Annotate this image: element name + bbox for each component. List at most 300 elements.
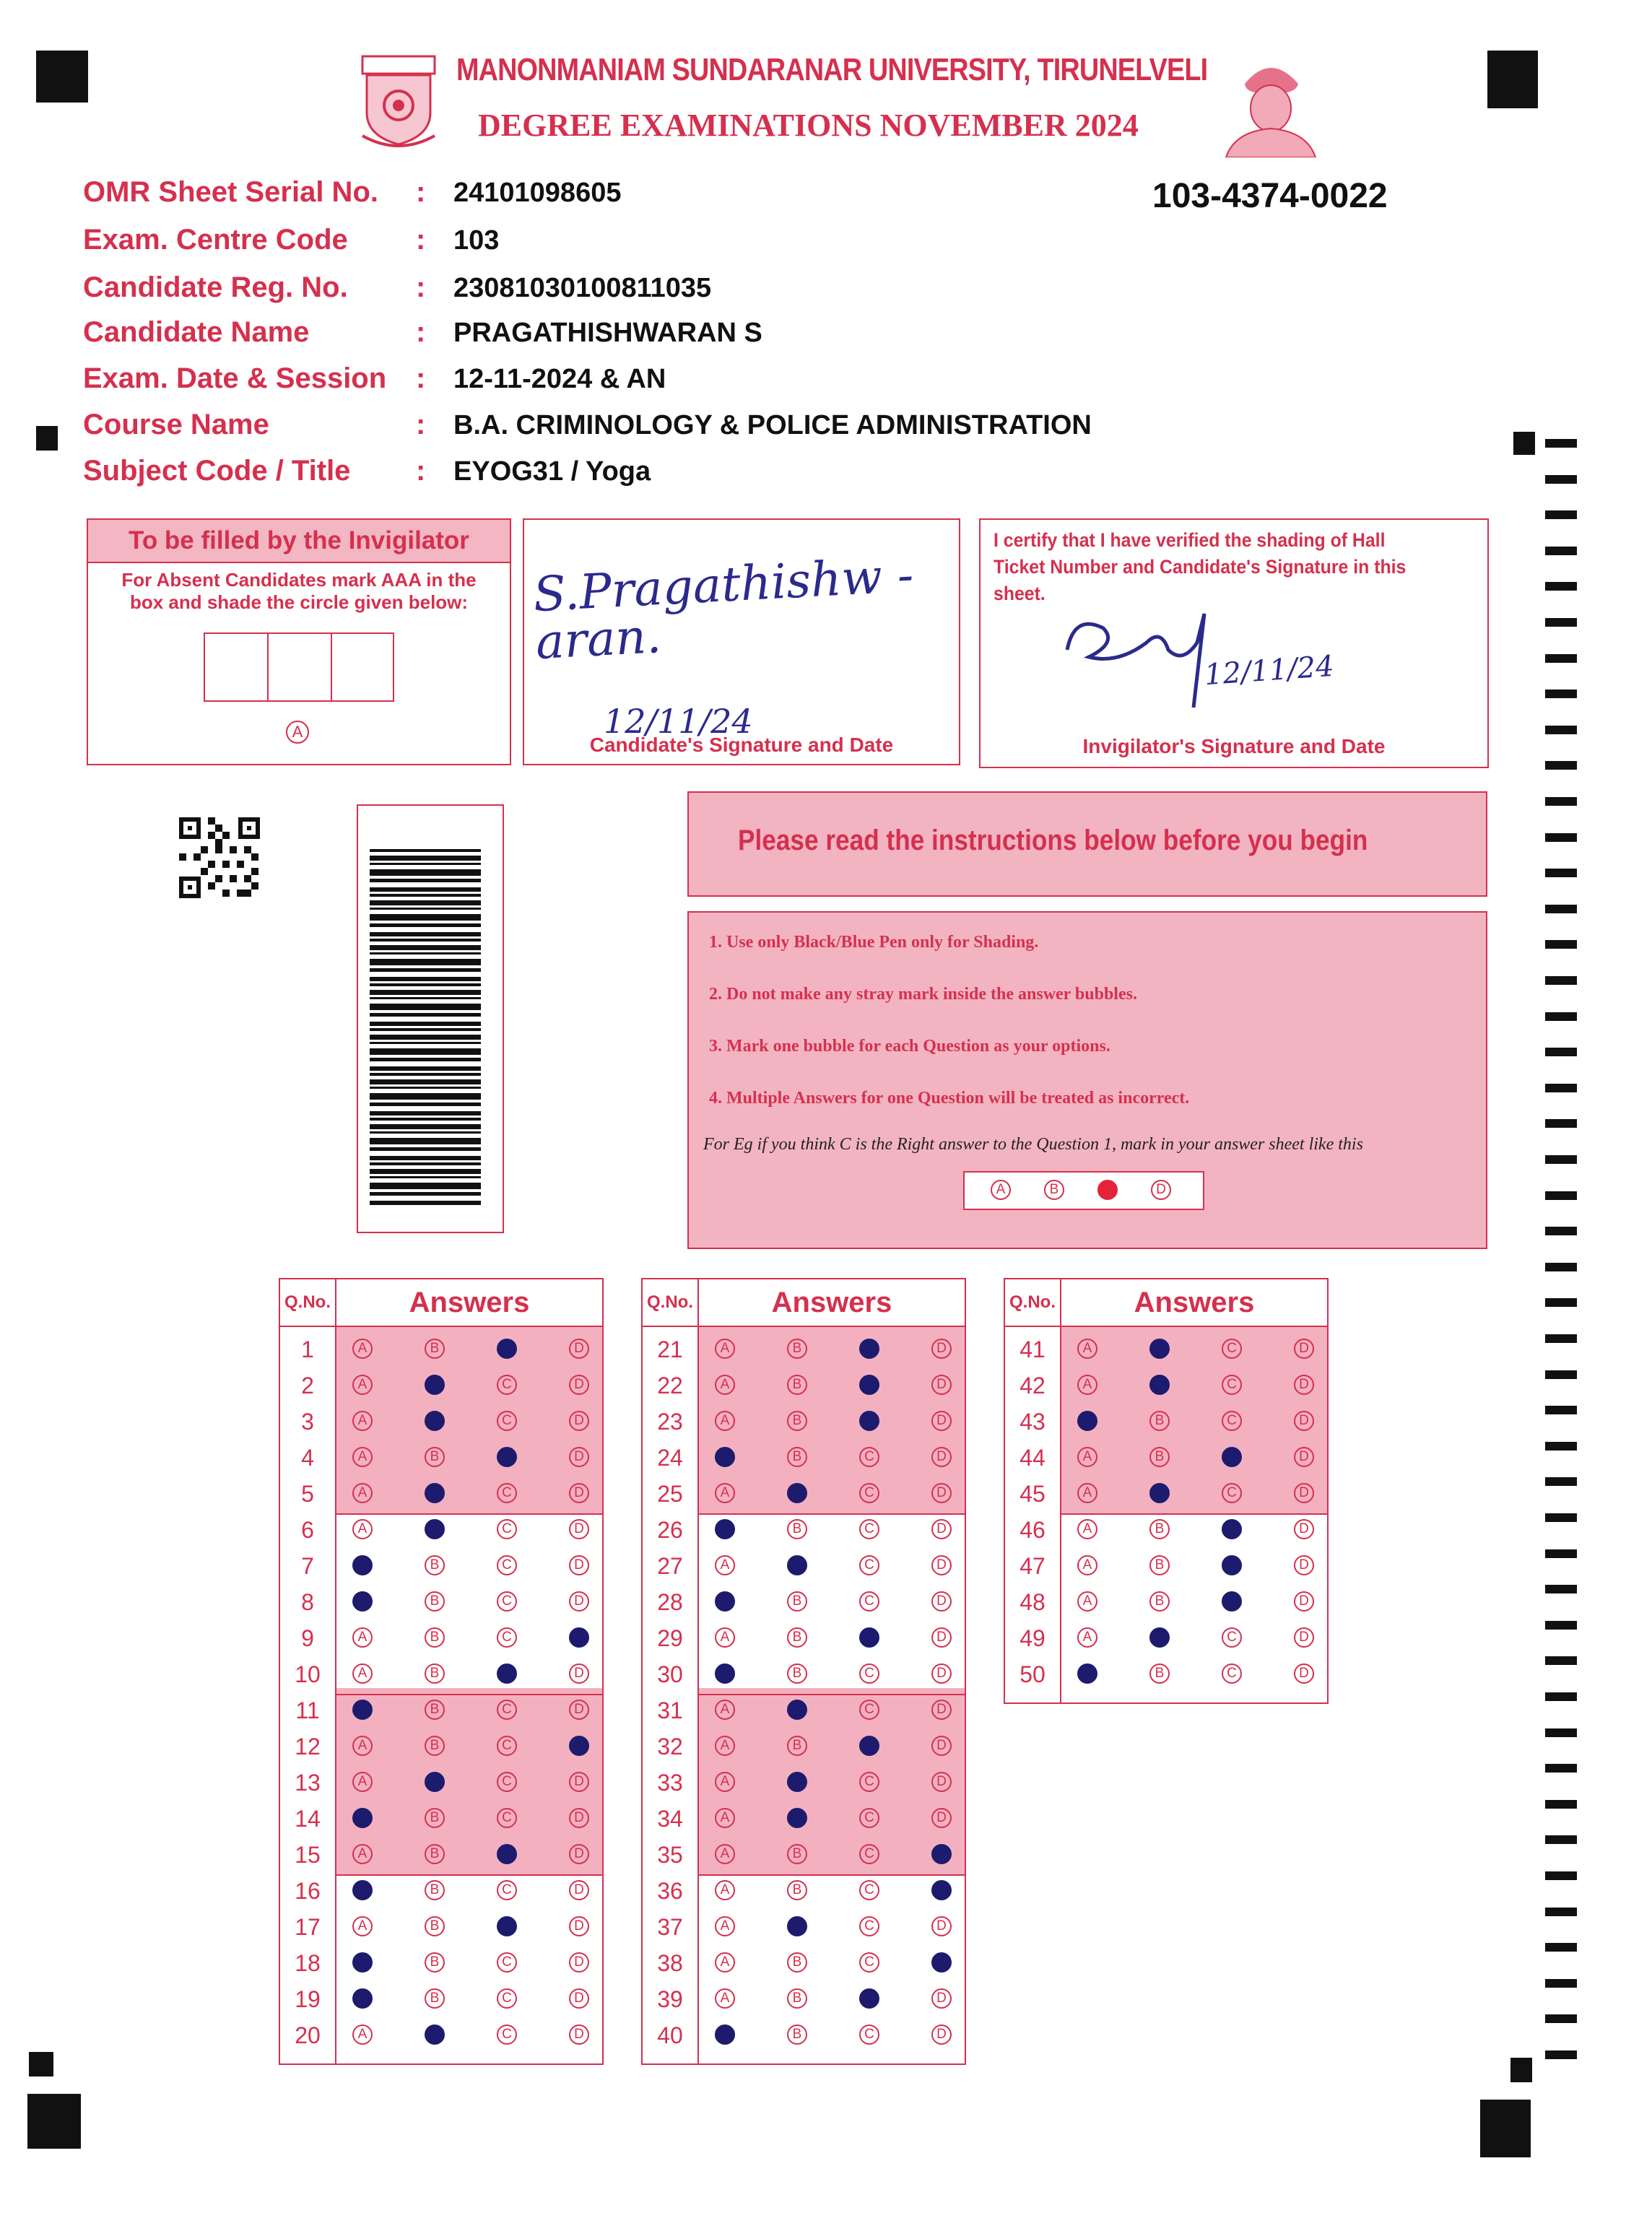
answer-bubble-27-a[interactable]: A	[715, 1555, 735, 1575]
question-number: 18	[295, 1950, 321, 1976]
answer-bubble-37-a[interactable]: A	[715, 1916, 735, 1936]
answer-bubble-40-b[interactable]: B	[787, 2025, 807, 2045]
answer-bubble-48-a[interactable]: A	[1077, 1591, 1097, 1612]
timing-mark	[1545, 1871, 1577, 1880]
answer-bubble-21-a[interactable]: A	[715, 1339, 735, 1359]
barcode-bar	[370, 1004, 481, 1010]
answer-bubble-4-a[interactable]: A	[352, 1447, 373, 1467]
instructions-heading-box	[687, 791, 1487, 897]
barcode-bar	[370, 983, 481, 986]
answer-bubble-11-c[interactable]: C	[497, 1700, 517, 1720]
answer-bubble-6-d[interactable]: D	[569, 1519, 589, 1539]
answer-bubble-7-d[interactable]: D	[569, 1555, 589, 1575]
answer-bubble-33-d[interactable]: D	[931, 1772, 952, 1792]
answer-bubble-1-b[interactable]: B	[425, 1339, 445, 1359]
answer-bubble-32-d[interactable]: D	[931, 1736, 952, 1756]
answer-bubble-41-d[interactable]: D	[1294, 1339, 1314, 1359]
answer-bubble-43-c[interactable]: C	[1222, 1411, 1242, 1431]
answer-bubble-10-a[interactable]: A	[352, 1664, 373, 1684]
answer-bubble-44-b[interactable]: B	[1149, 1447, 1170, 1467]
absent-mark-boxes[interactable]	[204, 632, 394, 702]
answer-bubble-16-b[interactable]: B	[425, 1880, 445, 1900]
answer-bubble-3-a[interactable]: A	[352, 1411, 373, 1431]
answer-bubble-40-c[interactable]: C	[859, 2025, 879, 2045]
question-number: 38	[657, 1950, 683, 1976]
question-number: 28	[657, 1589, 683, 1615]
answer-bubble-8-b[interactable]: B	[425, 1591, 445, 1612]
answer-bubble-10-c[interactable]	[497, 1664, 517, 1684]
timing-mark	[1545, 1012, 1577, 1021]
answer-bubble-41-c[interactable]: C	[1222, 1339, 1242, 1359]
question-number: 37	[657, 1914, 683, 1940]
question-number: 33	[657, 1770, 683, 1796]
info-label: OMR Sheet Serial No.	[83, 176, 378, 208]
answer-bubble-43-a[interactable]	[1077, 1411, 1097, 1431]
question-number: 48	[1020, 1589, 1045, 1615]
answer-bubble-17-b[interactable]: B	[425, 1916, 445, 1936]
answer-bubble-31-d[interactable]: D	[931, 1700, 952, 1720]
answer-bubble-38-b[interactable]: B	[787, 1952, 807, 1973]
answer-bubble-42-c[interactable]: C	[1222, 1375, 1242, 1395]
answer-bubble-47-a[interactable]: A	[1077, 1555, 1097, 1575]
answer-bubble-32-b[interactable]: B	[787, 1736, 807, 1756]
timing-mark	[1545, 761, 1577, 770]
barcode-bar	[370, 1169, 481, 1174]
answer-bubble-29-c[interactable]	[859, 1627, 879, 1648]
answer-bubble-16-c[interactable]: C	[497, 1880, 517, 1900]
answer-bubble-36-b[interactable]: B	[787, 1880, 807, 1900]
answer-bubble-9-d[interactable]	[569, 1627, 589, 1648]
question-number: 34	[657, 1806, 683, 1832]
timing-mark	[1545, 1764, 1577, 1773]
answer-bubble-18-c[interactable]: C	[497, 1952, 517, 1973]
question-number: 39	[657, 1986, 683, 2012]
answer-bubble-21-c[interactable]	[859, 1339, 879, 1359]
barcode-bar	[370, 1147, 481, 1151]
answer-bubble-3-c[interactable]: C	[497, 1411, 517, 1431]
answer-bubble-6-c[interactable]: C	[497, 1519, 517, 1539]
answer-bubble-38-d[interactable]	[931, 1952, 952, 1973]
answer-bubble-17-a[interactable]: A	[352, 1916, 373, 1936]
timing-mark	[1545, 1442, 1577, 1451]
answer-bubble-26-b[interactable]: B	[787, 1519, 807, 1539]
answer-bubble-11-b[interactable]: B	[425, 1700, 445, 1720]
answer-bubble-31-a[interactable]: A	[715, 1700, 735, 1720]
invigilator-signature	[1053, 599, 1269, 708]
question-number: 49	[1020, 1625, 1045, 1651]
answer-bubble-18-b[interactable]: B	[425, 1952, 445, 1973]
answer-bubble-19-a[interactable]	[352, 1988, 373, 2009]
answer-bubble-3-b[interactable]	[425, 1411, 445, 1431]
timing-mark	[1545, 1119, 1577, 1128]
answer-bubble-41-a[interactable]: A	[1077, 1339, 1097, 1359]
answer-bubble-32-a[interactable]: A	[715, 1736, 735, 1756]
answer-bubble-36-a[interactable]: A	[715, 1880, 735, 1900]
example-bubble-a: A	[991, 1180, 1011, 1200]
info-colon: :	[416, 455, 426, 487]
barcode-bar	[370, 1048, 481, 1055]
answer-bubble-44-d[interactable]: D	[1294, 1447, 1314, 1467]
answer-bubble-13-c[interactable]: C	[497, 1772, 517, 1792]
question-number: 35	[657, 1842, 683, 1868]
answer-bubble-25-a[interactable]: A	[715, 1483, 735, 1503]
answer-bubble-45-c[interactable]: C	[1222, 1483, 1242, 1503]
answer-bubble-45-b[interactable]	[1149, 1483, 1170, 1503]
barcode-bar	[370, 968, 481, 972]
answer-bubble-30-b[interactable]: B	[787, 1664, 807, 1684]
timing-mark	[1545, 1155, 1577, 1164]
answer-bubble-35-d[interactable]	[931, 1844, 952, 1864]
answer-bubble-32-c[interactable]	[859, 1736, 879, 1756]
answer-bubble-9-b[interactable]: B	[425, 1627, 445, 1648]
answer-bubble-7-b[interactable]: B	[425, 1555, 445, 1575]
answer-bubble-27-c[interactable]: C	[859, 1555, 879, 1575]
answer-bubble-8-c[interactable]: C	[497, 1591, 517, 1612]
answer-bubble-4-c[interactable]	[497, 1447, 517, 1467]
barcode-bar	[370, 849, 481, 852]
answer-bubble-10-b[interactable]: B	[425, 1664, 445, 1684]
barcode-bar	[370, 1042, 481, 1044]
barcode-bar	[370, 894, 481, 897]
answer-bubble-13-a[interactable]: A	[352, 1772, 373, 1792]
barcode-bar	[370, 997, 481, 999]
answer-bubble-16-a[interactable]	[352, 1880, 373, 1900]
answer-bubble-14-b[interactable]: B	[425, 1808, 445, 1828]
answer-bubble-24-a[interactable]	[715, 1447, 735, 1467]
timing-mark	[1545, 1728, 1577, 1737]
answer-bubble-1-d[interactable]: D	[569, 1339, 589, 1359]
answer-bubble-11-d[interactable]: D	[569, 1700, 589, 1720]
answer-bubble-17-c[interactable]	[497, 1916, 517, 1936]
answer-bubble-13-b[interactable]	[425, 1772, 445, 1792]
answer-bubble-15-b[interactable]: B	[425, 1844, 445, 1864]
answer-bubble-35-c[interactable]: C	[859, 1844, 879, 1864]
info-value: PRAGATHISHWARAN S	[453, 318, 762, 348]
answer-bubble-38-a[interactable]: A	[715, 1952, 735, 1973]
answer-bubble-24-c[interactable]: C	[859, 1447, 879, 1467]
answer-bubble-15-a[interactable]: A	[352, 1844, 373, 1864]
answer-bubble-44-c[interactable]	[1222, 1447, 1242, 1467]
answer-bubble-45-d[interactable]: D	[1294, 1483, 1314, 1503]
answer-table	[279, 1278, 604, 2065]
invigilator-box-title: To be filled by the Invigilator	[88, 520, 510, 563]
qno-header: Q.No.	[284, 1292, 331, 1312]
answer-bubble-21-d[interactable]: D	[931, 1339, 952, 1359]
answer-bubble-29-d[interactable]: D	[931, 1627, 952, 1648]
answer-bubble-35-b[interactable]: B	[787, 1844, 807, 1864]
answer-bubble-38-c[interactable]: C	[859, 1952, 879, 1973]
answer-bubble-40-d[interactable]: D	[931, 2025, 952, 2045]
candidate-signature-box	[523, 518, 960, 765]
timing-mark	[1545, 1800, 1577, 1809]
answer-bubble-41-b[interactable]	[1149, 1339, 1170, 1359]
answer-bubble-15-c[interactable]	[497, 1844, 517, 1864]
answer-bubble-50-d[interactable]: D	[1294, 1664, 1314, 1684]
answer-bubble-21-b[interactable]: B	[787, 1339, 807, 1359]
answer-bubble-3-d[interactable]: D	[569, 1411, 589, 1431]
answer-bubble-7-c[interactable]: C	[497, 1555, 517, 1575]
answer-bubble-9-c[interactable]: C	[497, 1627, 517, 1648]
question-number: 9	[301, 1625, 314, 1651]
answer-bubble-12-b[interactable]: B	[425, 1736, 445, 1756]
answer-bubble-2-d[interactable]: D	[569, 1375, 589, 1395]
timing-mark	[1545, 940, 1577, 949]
answer-bubble-33-b[interactable]	[787, 1772, 807, 1792]
answer-bubble-50-a[interactable]	[1077, 1664, 1097, 1684]
answer-bubble-2-c[interactable]: C	[497, 1375, 517, 1395]
barcode-bar	[370, 908, 481, 910]
registration-mark	[27, 2094, 81, 2149]
answer-bubble-31-c[interactable]: C	[859, 1700, 879, 1720]
answer-bubble-44-a[interactable]: A	[1077, 1447, 1097, 1467]
answer-bubble-48-d[interactable]: D	[1294, 1591, 1314, 1612]
answer-bubble-43-b[interactable]: B	[1149, 1411, 1170, 1431]
answer-bubble-46-b[interactable]: B	[1149, 1519, 1170, 1539]
answer-bubble-34-c[interactable]: C	[859, 1808, 879, 1828]
answer-bubble-36-d[interactable]	[931, 1880, 952, 1900]
answer-bubble-46-c[interactable]	[1222, 1519, 1242, 1539]
answer-bubble-24-d[interactable]: D	[931, 1447, 952, 1467]
timing-mark	[1545, 976, 1577, 985]
barcode-bar	[370, 1058, 481, 1061]
answer-bubble-9-a[interactable]: A	[352, 1627, 373, 1648]
answer-bubble-20-a[interactable]: A	[352, 2025, 373, 2045]
answer-bubble-19-d[interactable]: D	[569, 1988, 589, 2009]
answer-bubble-45-a[interactable]: A	[1077, 1483, 1097, 1503]
answer-bubble-25-d[interactable]: D	[931, 1483, 952, 1503]
info-colon: :	[416, 176, 426, 208]
answer-bubble-11-a[interactable]	[352, 1700, 373, 1720]
answer-bubble-5-a[interactable]: A	[352, 1483, 373, 1503]
answer-bubble-20-b[interactable]	[425, 2025, 445, 2045]
timing-mark	[1545, 797, 1577, 806]
info-value: B.A. CRIMINOLOGY & POLICE ADMINISTRATION	[453, 410, 1092, 440]
answer-bubble-28-a[interactable]	[715, 1591, 735, 1612]
example-bubble-c	[1097, 1180, 1118, 1200]
timing-mark	[1545, 690, 1577, 698]
timing-mark	[1545, 654, 1577, 663]
timing-mark	[1545, 1334, 1577, 1343]
registration-mark	[29, 2052, 53, 2076]
instructions-box	[687, 911, 1487, 1249]
candidate-signature-caption: Candidate's Signature and Date	[589, 734, 894, 756]
barcode-bar	[370, 945, 481, 950]
answer-bubble-37-c[interactable]: C	[859, 1916, 879, 1936]
answer-bubble-14-a[interactable]	[352, 1808, 373, 1828]
answer-bubble-37-b[interactable]	[787, 1916, 807, 1936]
answer-bubble-20-d[interactable]: D	[569, 2025, 589, 2045]
answer-bubble-23-d[interactable]: D	[931, 1411, 952, 1431]
info-colon: :	[416, 362, 426, 394]
answer-bubble-39-c[interactable]	[859, 1988, 879, 2009]
info-label: Exam. Centre Code	[83, 224, 348, 256]
answer-bubble-6-b[interactable]	[425, 1519, 445, 1539]
timing-mark	[1545, 1692, 1577, 1701]
answer-bubble-1-a[interactable]: A	[352, 1339, 373, 1359]
timing-mark	[1545, 1191, 1577, 1200]
answer-bubble-12-a[interactable]: A	[352, 1736, 373, 1756]
answer-bubble-35-a[interactable]: A	[715, 1844, 735, 1864]
instructions-heading: Please read the instructions below before you begin	[738, 825, 1368, 856]
answer-bubble-39-a[interactable]: A	[715, 1988, 735, 2009]
answer-bubble-16-d[interactable]: D	[569, 1880, 589, 1900]
answer-bubble-8-a[interactable]	[352, 1591, 373, 1612]
answer-bubble-5-c[interactable]: C	[497, 1483, 517, 1503]
answer-bubble-30-a[interactable]	[715, 1664, 735, 1684]
info-value: EYOG31 / Yoga	[453, 456, 651, 487]
info-colon: :	[416, 271, 426, 303]
answer-bubble-29-a[interactable]: A	[715, 1627, 735, 1648]
answer-bubble-12-d[interactable]	[569, 1736, 589, 1756]
answer-bubble-14-c[interactable]: C	[497, 1808, 517, 1828]
answer-bubble-49-c[interactable]: C	[1222, 1627, 1242, 1648]
answer-bubble-39-d[interactable]: D	[931, 1988, 952, 2009]
timing-mark	[1545, 1513, 1577, 1522]
answer-bubble-14-d[interactable]: D	[569, 1808, 589, 1828]
question-number: 46	[1020, 1517, 1045, 1543]
answer-bubble-18-d[interactable]: D	[569, 1952, 589, 1973]
answer-bubble-17-d[interactable]: D	[569, 1916, 589, 1936]
answer-bubble-46-d[interactable]: D	[1294, 1519, 1314, 1539]
answer-bubble-30-d[interactable]: D	[931, 1664, 952, 1684]
candidate-signature: S.Pragathishw -aran.	[531, 547, 915, 671]
timing-mark	[1545, 2014, 1577, 2023]
answer-bubble-23-a[interactable]: A	[715, 1411, 735, 1431]
answer-bubble-31-b[interactable]	[787, 1700, 807, 1720]
question-number: 16	[295, 1878, 321, 1904]
answer-bubble-22-a[interactable]: A	[715, 1375, 735, 1395]
question-number: 50	[1020, 1661, 1045, 1687]
answer-bubble-23-c[interactable]	[859, 1411, 879, 1431]
question-number: 21	[657, 1336, 683, 1362]
answer-bubble-22-b[interactable]: B	[787, 1375, 807, 1395]
answer-bubble-2-a[interactable]: A	[352, 1375, 373, 1395]
absent-note: For Absent Candidates mark AAA in the box and shade the circle given below:	[121, 569, 477, 613]
question-number: 40	[657, 2022, 683, 2048]
answer-bubble-28-d[interactable]: D	[931, 1591, 952, 1612]
answer-bubble-48-b[interactable]: B	[1149, 1591, 1170, 1612]
answer-bubble-49-b[interactable]	[1149, 1627, 1170, 1648]
barcode-bar	[370, 952, 481, 954]
answer-bubble-42-d[interactable]: D	[1294, 1375, 1314, 1395]
answer-bubble-42-a[interactable]: A	[1077, 1375, 1097, 1395]
answer-bubble-22-d[interactable]: D	[931, 1375, 952, 1395]
answer-bubble-34-d[interactable]: D	[931, 1808, 952, 1828]
answer-bubble-26-c[interactable]: C	[859, 1519, 879, 1539]
absent-bubble[interactable]: A	[286, 721, 309, 744]
answer-bubble-36-c[interactable]: C	[859, 1880, 879, 1900]
answer-bubble-26-a[interactable]	[715, 1519, 735, 1539]
barcode-bar	[370, 1156, 481, 1160]
info-colon: :	[416, 409, 426, 440]
question-number: 1	[301, 1336, 314, 1362]
answer-bubble-33-a[interactable]: A	[715, 1772, 735, 1792]
answer-bubble-22-c[interactable]	[859, 1375, 879, 1395]
answer-bubble-30-c[interactable]: C	[859, 1664, 879, 1684]
answer-bubble-19-c[interactable]: C	[497, 1988, 517, 2009]
answer-bubble-50-b[interactable]: B	[1149, 1664, 1170, 1684]
certify-text: I certify that I have verified the shading of Hall Ticket Number and Candidate's Signature in this sheet.	[994, 529, 1407, 604]
answer-bubble-27-b[interactable]	[787, 1555, 807, 1575]
answer-bubble-43-d[interactable]: D	[1294, 1411, 1314, 1431]
answer-bubble-6-a[interactable]: A	[352, 1519, 373, 1539]
answer-bubble-24-b[interactable]: B	[787, 1447, 807, 1467]
answer-bubble-26-d[interactable]: D	[931, 1519, 952, 1539]
timing-mark	[1545, 1406, 1577, 1414]
timing-mark	[1545, 1263, 1577, 1271]
answer-bubble-28-c[interactable]: C	[859, 1591, 879, 1612]
question-number: 29	[657, 1625, 683, 1651]
answer-bubble-40-a[interactable]	[715, 2025, 735, 2045]
answer-bubble-47-d[interactable]: D	[1294, 1555, 1314, 1575]
answer-bubble-7-a[interactable]	[352, 1555, 373, 1575]
answer-bubble-33-c[interactable]: C	[859, 1772, 879, 1792]
registration-mark	[1510, 2058, 1532, 2082]
answer-bubble-8-d[interactable]: D	[569, 1591, 589, 1612]
answer-bubble-23-b[interactable]: B	[787, 1411, 807, 1431]
answer-bubble-20-c[interactable]: C	[497, 2025, 517, 2045]
answer-bubble-15-d[interactable]: D	[569, 1844, 589, 1864]
answer-bubble-29-b[interactable]: B	[787, 1627, 807, 1648]
barcode-bar	[370, 1201, 481, 1205]
answer-bubble-39-b[interactable]: B	[787, 1988, 807, 2009]
answer-bubble-42-b[interactable]	[1149, 1375, 1170, 1395]
timing-mark	[1545, 1835, 1577, 1844]
registration-mark	[1487, 51, 1538, 108]
timing-mark	[1545, 475, 1577, 484]
answer-bubble-27-d[interactable]: D	[931, 1555, 952, 1575]
answer-bubble-34-a[interactable]: A	[715, 1808, 735, 1828]
answer-bubble-49-d[interactable]: D	[1294, 1627, 1314, 1648]
answer-bubble-5-b[interactable]	[425, 1483, 445, 1503]
answer-bubble-4-b[interactable]: B	[425, 1447, 445, 1467]
answer-bubble-2-b[interactable]	[425, 1375, 445, 1395]
info-label: Candidate Reg. No.	[83, 271, 348, 303]
barcode-bar	[370, 959, 481, 965]
barcode-bar	[370, 1162, 481, 1165]
answer-bubble-18-a[interactable]	[352, 1952, 373, 1973]
timing-mark	[1545, 726, 1577, 734]
question-number: 23	[657, 1409, 683, 1435]
answer-bubble-13-d[interactable]: D	[569, 1772, 589, 1792]
answer-bubble-48-c[interactable]	[1222, 1591, 1242, 1612]
answer-bubble-46-a[interactable]: A	[1077, 1519, 1097, 1539]
info-colon: :	[416, 224, 426, 256]
timing-mark	[1545, 547, 1577, 555]
answer-bubble-1-c[interactable]	[497, 1339, 517, 1359]
answer-bubble-25-b[interactable]	[787, 1483, 807, 1503]
answer-bubble-34-b[interactable]	[787, 1808, 807, 1828]
answer-bubble-4-d[interactable]: D	[569, 1447, 589, 1467]
answer-bubble-50-c[interactable]: C	[1222, 1664, 1242, 1684]
answer-bubble-28-b[interactable]: B	[787, 1591, 807, 1612]
barcode-bar	[370, 856, 481, 861]
answers-header: Answers	[771, 1287, 892, 1318]
info-label: Course Name	[83, 409, 269, 440]
timing-mark	[1545, 833, 1577, 842]
answer-bubble-10-d[interactable]: D	[569, 1664, 589, 1684]
answer-bubble-49-a[interactable]: A	[1077, 1627, 1097, 1648]
answer-bubble-19-b[interactable]: B	[425, 1988, 445, 2009]
answer-bubble-5-d[interactable]: D	[569, 1483, 589, 1503]
answer-bubble-37-d[interactable]: D	[931, 1916, 952, 1936]
registration-mark	[1480, 2100, 1531, 2157]
barcode-bar	[370, 932, 481, 936]
answer-bubble-47-b[interactable]: B	[1149, 1555, 1170, 1575]
answer-bubble-47-c[interactable]	[1222, 1555, 1242, 1575]
answer-bubble-25-c[interactable]: C	[859, 1483, 879, 1503]
answer-bubble-12-c[interactable]: C	[497, 1736, 517, 1756]
